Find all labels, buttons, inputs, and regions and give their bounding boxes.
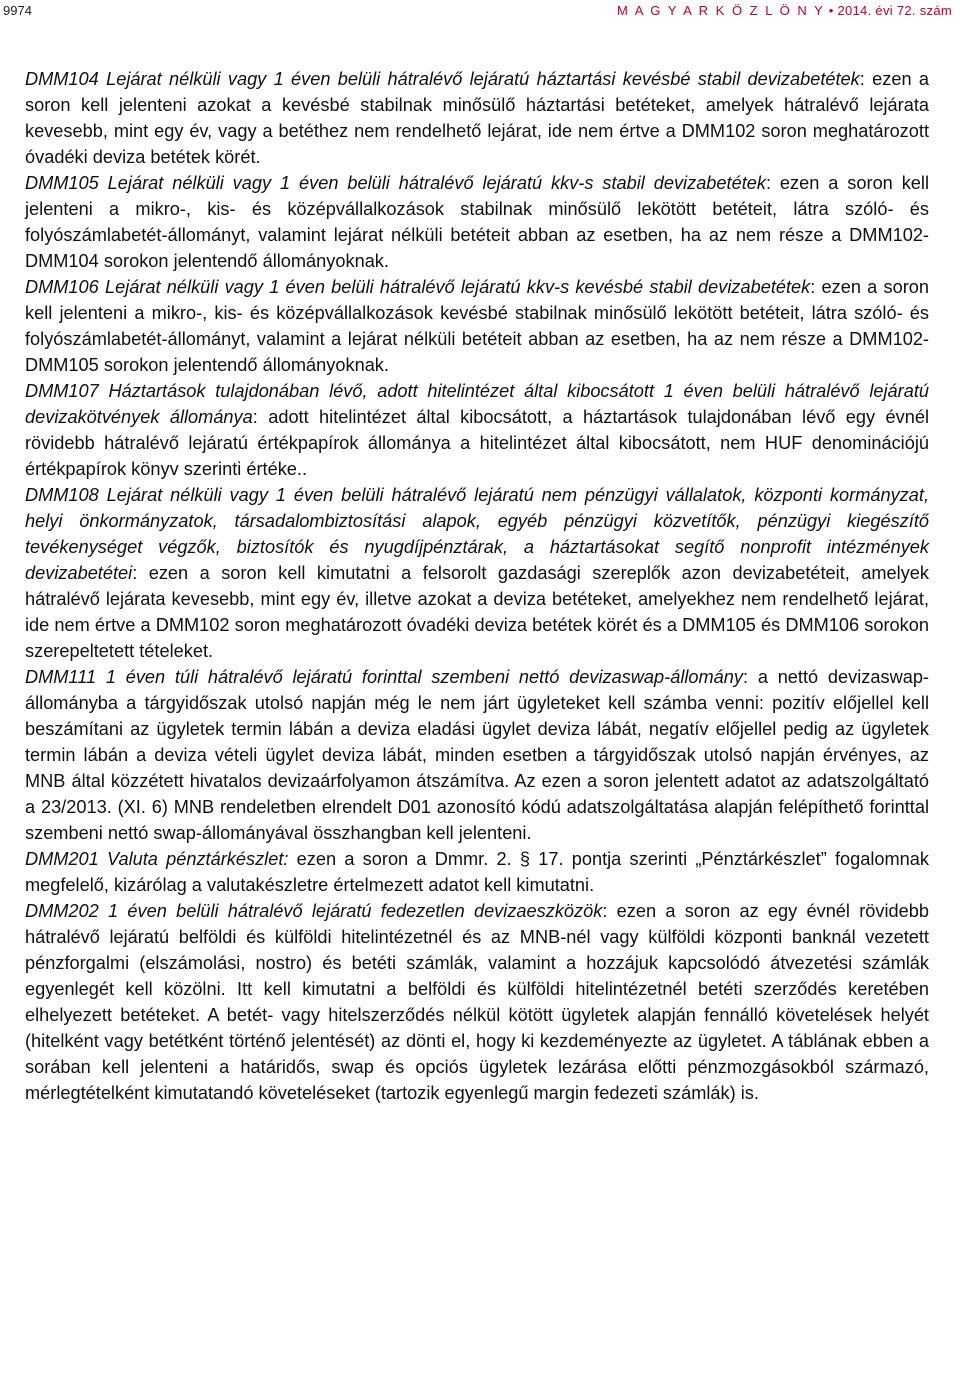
- definition-dmm201: [25, 846, 929, 898]
- text-dmm108: : ezen a soron kell kimutatni a felsorolt gazdasági szereplők azon devizabetéteit, amelyek hátralévő lejárata kevesebb, mint egy év, illetve azokat a deviza betéteket, amelyekhez nem rendelhető lejárat, ide nem értve a DMM102 soron meghatározott óvadéki deviza betétek körét és a DMM105 és DMM106 sorokon szerepeltetett tételeket.: [25, 563, 929, 661]
- text-dmm104: : ezen a soron kell jelenteni azokat a kevésbé stabilnak minősülő háztartási betéteket, amelyek hátralévő lejárata kevesebb, mint egy év, vagy a betéthez nem rendelhető lejárat, ide nem értve a DMM102 soron meghatározott óvadéki deviza betétek körét.: [25, 69, 929, 167]
- issue-label: 2014. évi 72. szám: [837, 3, 952, 18]
- text-dmm202: : ezen a soron az egy évnél rövidebb hátralévő lejáratú belföldi és külföldi hitelintézetnél és az MNB-nél vagy külföldi központi banknál vezetett pénzforgalmi (elszámolási, nostro) és betéti számlák, valamint a hozzájuk kapcsolódó átvezetési számlák egyenlegét kell közölni. Itt kell kimutatni a belföldi és külföldi hitelintézetnél betéti szerződés keretében elhelyezett betéteket. A betét- vagy hitelszerződés nélkül kötött ügyletek alapján fennálló követelések helyét (hitelként vagy betétként történő jelentését) az dönti el, hogy ki kezdeményezte az ügyletet. A táblának ebben a sorában kell jelenteni a határidős, swap és opciós ügyletek lezárása előtti pénzmozgásokból származó, mérlegtételként kimutatandó követeléseket (tartozik egyenlegű margin fedezeti számlák) is.: [25, 901, 929, 1103]
- text-dmm105: : ezen a soron kell jelenteni a mikro-, kis- és középvállalkozások stabilnak minősülő lekötött betéteit, látra szóló- és folyószámlabetét-állományt, valamint lejárat nélküli betéteit abban az esetben, ha az nem része a DMM102-DMM104 sorokon jelentendő állományoknak.: [25, 173, 929, 271]
- term-dmm104: DMM104 Lejárat nélküli vagy 1 éven belüli hátralévő lejáratú háztartási kevésbé stabil devizabetétek: [25, 69, 860, 89]
- definition-dmm106: [25, 274, 929, 378]
- text-dmm111: : a nettó devizaswap-állományba a tárgyidőszak utolsó napján még le nem járt ügyleteket kell számba venni: pozitív előjellel kell beszámítani az ügyletek termin lábán a deviza eladási ügylet deviza lábát, negatív előjellel pedig az ügyletek termin lábán a deviza vételi ügylet deviza lábát, minden esetben a tárgyidőszak utolsó napján érvényes, az MNB által közzétett hivatalos devizaárfolyamon átszámítva. Az ezen a soron jelentett adatot az adatszolgáltató a 23/2013. (XI. 6) MNB rendeletben elrendelt D01 azonosító kódú adatszolgáltatása alapján felépíthető forinttal szembeni nettó swap-állományával összhangban kell jelenteni.: [25, 667, 929, 843]
- text-dmm106: : ezen a soron kell jelenteni a mikro-, kis- és középvállalkozások kevésbé stabilnak minősülő lekötött betéteit, látra szóló- és folyószámlabetét-állományt, valamint a lejárat nélküli betéteit abban az esetben, ha az nem része a DMM102-DMM105 sorokon jelentendő állományoknak.: [25, 277, 929, 375]
- definition-dmm105: [25, 170, 929, 274]
- definition-dmm107: [25, 378, 929, 482]
- definition-dmm202: [25, 898, 929, 1106]
- page-header: [0, 0, 960, 22]
- term-dmm105: DMM105 Lejárat nélküli vagy 1 éven belüli hátralévő lejáratú kkv-s stabil devizabetétek: [25, 173, 766, 193]
- definition-dmm111: [25, 664, 929, 846]
- term-dmm202: DMM202 1 éven belüli hátralévő lejáratú fedezetlen devizaeszközök: [25, 901, 603, 921]
- journal-info: [617, 3, 952, 18]
- definition-dmm108: [25, 482, 929, 664]
- page-number: 9974: [3, 3, 32, 18]
- bullet-separator: •: [828, 3, 834, 18]
- journal-title: M A G Y A R K Ö Z L Ö N Y: [617, 3, 825, 18]
- text-dmm107: : adott hitelintézet által kibocsátott, a háztartások tulajdonában lévő egy évnél rövidebb hátralévő lejáratú értékpapírok állománya a hitelintézet által kibocsátott, nem HUF denominációjú értékpapírok könyv szerinti értéke..: [25, 407, 929, 479]
- term-dmm111: DMM111 1 éven túli hátralévő lejáratú forinttal szembeni nettó devizaswap-állomány: [25, 667, 743, 687]
- term-dmm107: DMM107 Háztartások tulajdonában lévő, adott hitelintézet által kibocsátott 1 éven belüli hátralévő lejáratú devizakötvények állománya: [25, 381, 929, 427]
- text-dmm201: ezen a soron a Dmmr. 2. § 17. pontja szerinti „Pénztárkészlet” fogalomnak megfelelő, kizárólag a valutakészletre értelmezett adatot kell kimutatni.: [25, 849, 929, 895]
- term-dmm106: DMM106 Lejárat nélküli vagy 1 éven belüli hátralévő lejáratú kkv-s kevésbé stabil devizabetétek: [25, 277, 811, 297]
- definition-dmm104: [25, 66, 929, 170]
- term-dmm108: DMM108 Lejárat nélküli vagy 1 éven belüli hátralévő lejáratú nem pénzügyi vállalatok, központi kormányzat, helyi önkormányzatok, társadalombiztosítási alapok, egyéb pénzügyi közvetítők, pénzügyi kiegészítő tevékenységet végzők, biztosítók és nyugdíjpénztárak, a háztartásokat segítő nonprofit intézmények devizabetétei: [25, 485, 929, 583]
- document-body: [25, 66, 929, 1106]
- term-dmm201: DMM201 Valuta pénztárkészlet:: [25, 849, 289, 869]
